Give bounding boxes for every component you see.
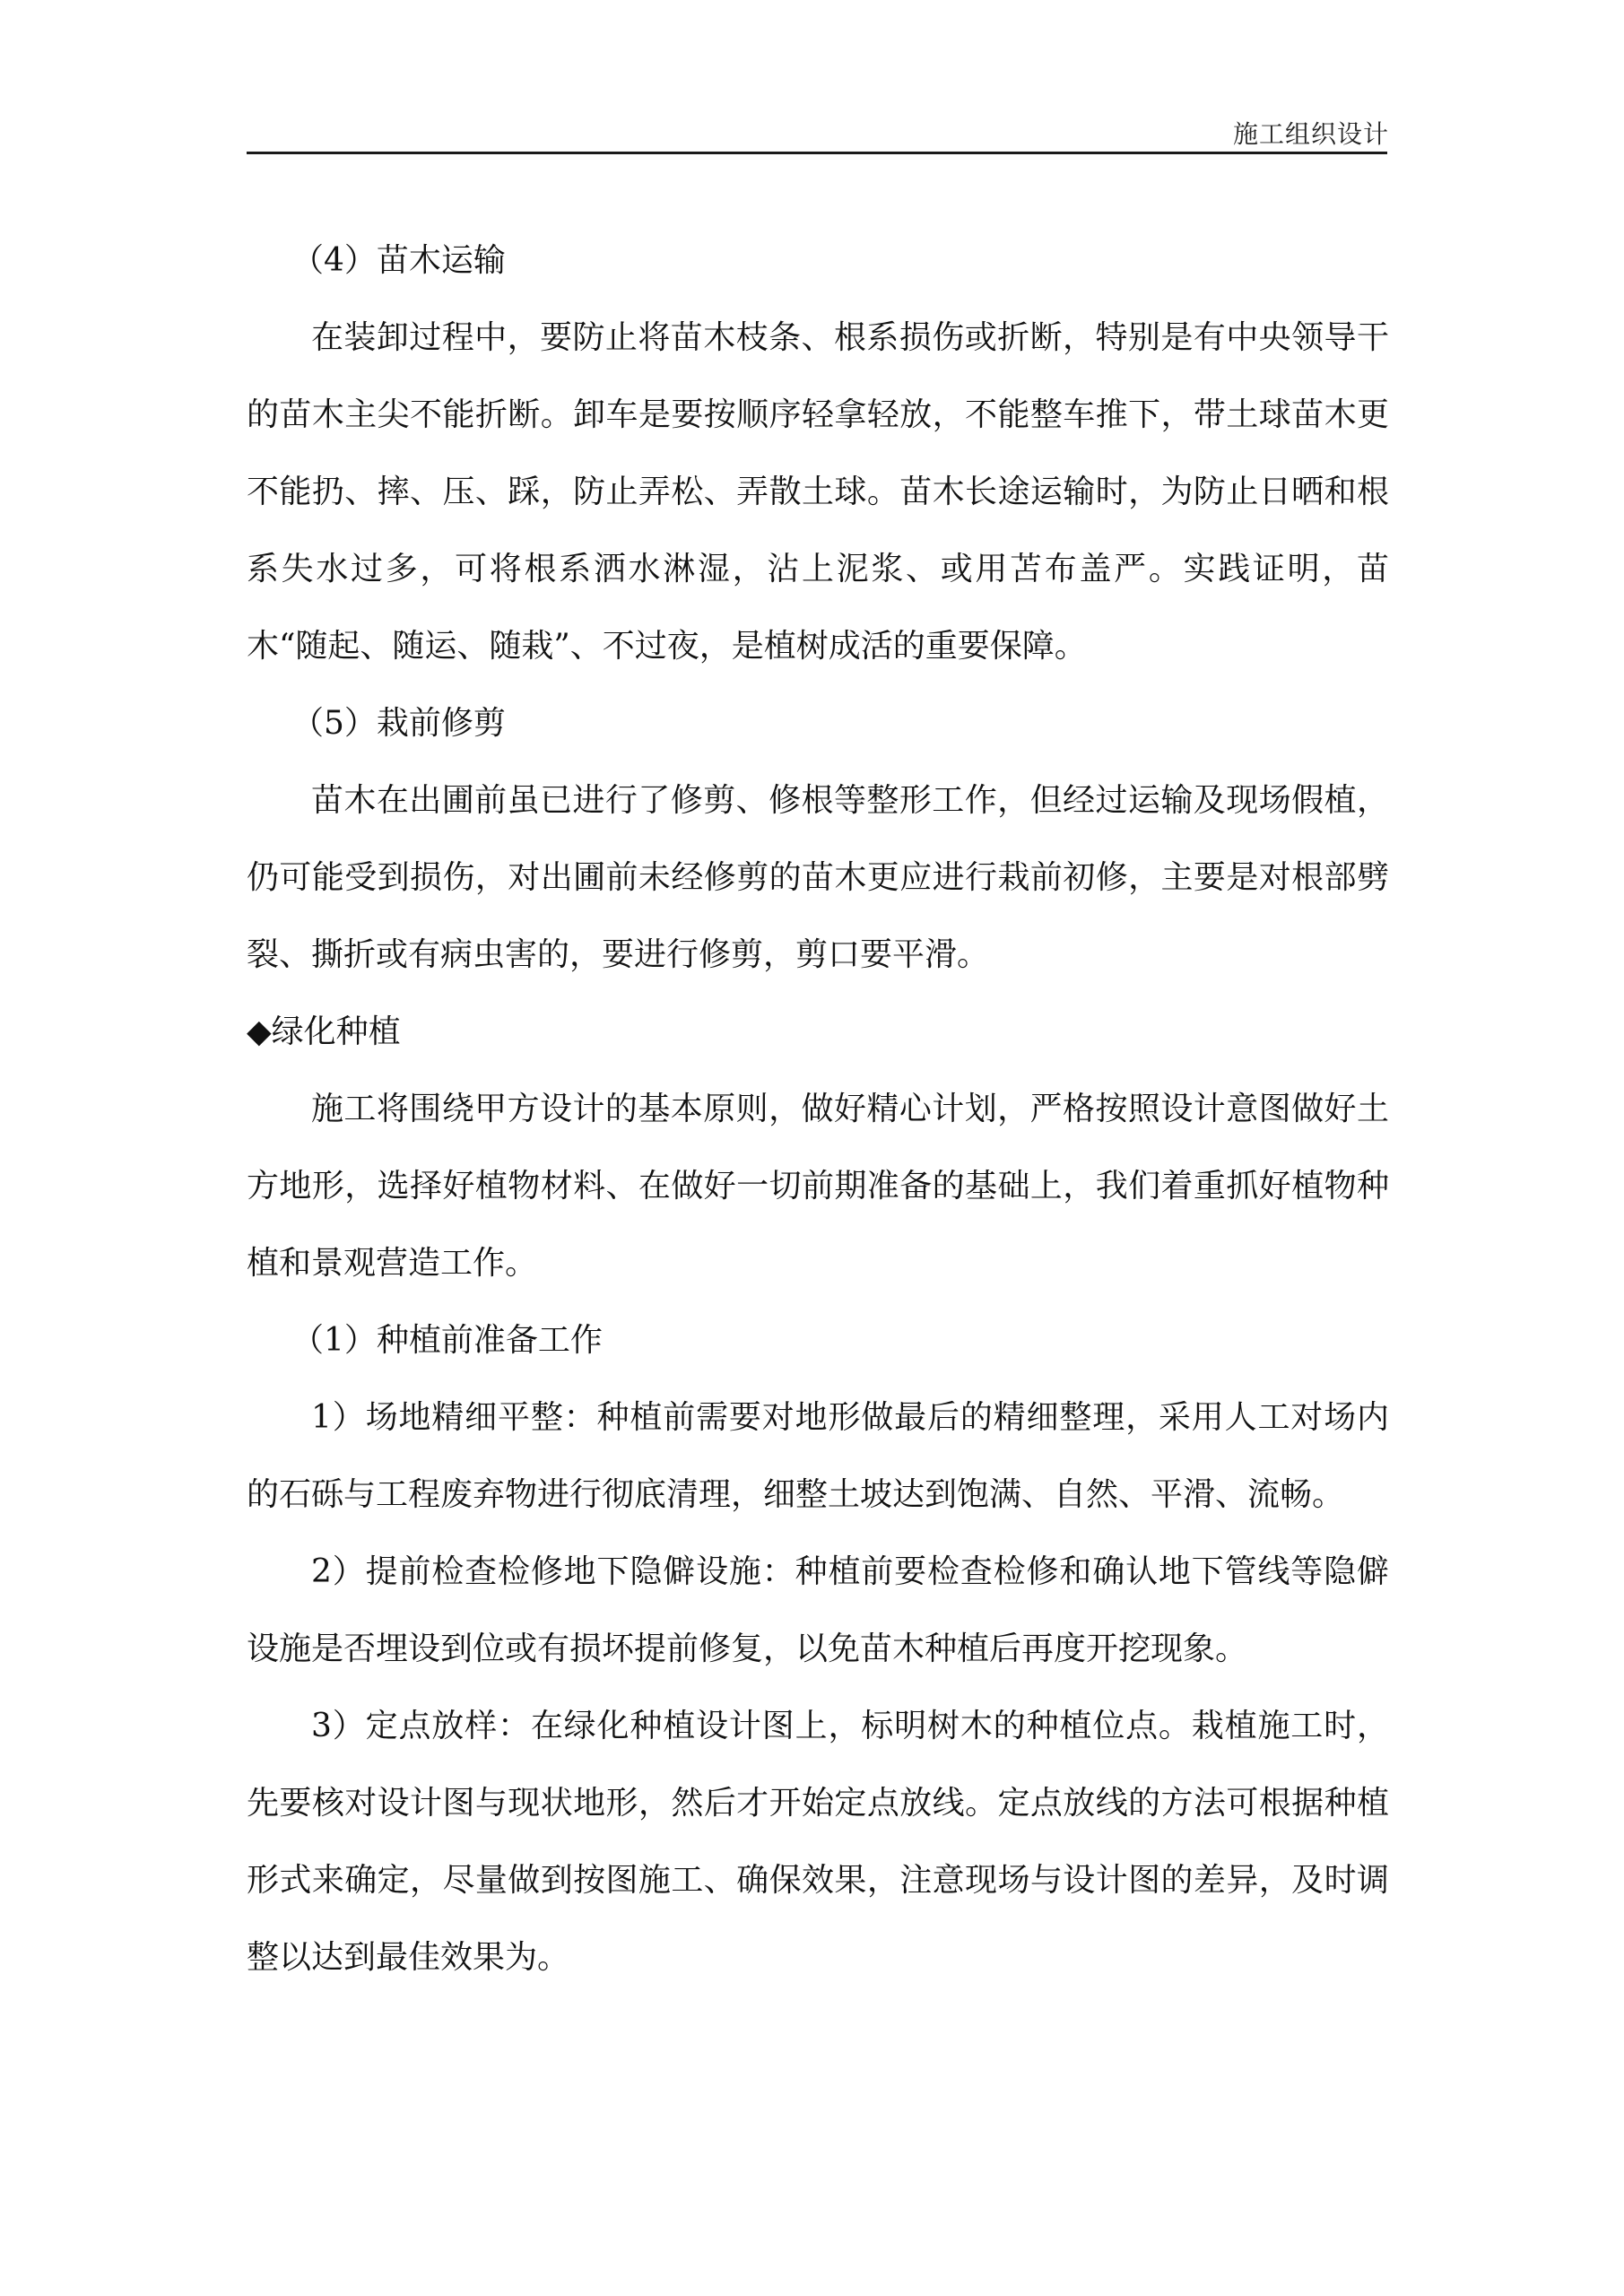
list-item-staking-out: 3）定点放样：在绿化种植设计图上，标明树木的种植位点。栽植施工时，先要核对设计图与现状地形，然后才开始定点放线。定点放线的方法可根据种植形式来确定，尽量做到按图施工、确保效果，注意现场与设计图的差异，及时调整以达到最佳效果为。: [247, 1708, 1389, 1976]
page-header-title: 施工组织设计: [1232, 119, 1389, 149]
paragraph-greening-planting: 施工将围绕甲方设计的基本原则，做好精心计划，严格按照设计意图做好土方地形，选择好植物材料、在做好一切前期准备的基础上，我们着重抓好植物种植和景观营造工作。: [247, 1091, 1389, 1282]
document-body: [247, 222, 1389, 1996]
paragraph-seedling-transport: 在装卸过程中，要防止将苗木枝条、根系损伤或折断，特别是有中央领导干的苗木主尖不能折断。卸车是要按顺序轻拿轻放，不能整车推下，带土球苗木更不能扔、摔、压、踩，防止弄松、弄散土球。苗木长途运输时，为防止日晒和根系失水过多，可将根系洒水淋湿，沾上泥浆、或用苫布盖严。实践证明，苗木“随起、随运、随栽”、不过夜，是植树成活的重要保障。: [247, 319, 1389, 665]
list-item-underground-inspection: 2）提前检查检修地下隐僻设施：种植前要检查检修和确认地下管线等隐僻设施是否埋设到位或有损坏提前修复，以免苗木种植后再度开挖现象。: [247, 1553, 1389, 1667]
list-item-site-leveling: 1）场地精细平整：种植前需要对地形做最后的精细整理，采用人工对场内的石砾与工程废弃物进行彻底清理，细整土坡达到饱满、自然、平滑、流畅。: [247, 1399, 1389, 1513]
section-heading-greening-planting: ◆绿化种植: [247, 1013, 401, 1050]
section-heading-preparation-work: （1）种植前准备工作: [291, 1322, 603, 1359]
paragraph-pre-planting-pruning: 苗木在出圃前虽已进行了修剪、修根等整形工作，但经过运输及现场假植，仍可能受到损伤，对出圃前未经修剪的苗木更应进行栽前初修，主要是对根部劈裂、撕折或有病虫害的，要进行修剪，剪口要平滑。: [247, 782, 1389, 973]
section-heading-pre-planting-pruning: （5）栽前修剪: [291, 705, 506, 742]
header-divider: [247, 152, 1387, 154]
section-heading-seedling-transport: （4）苗木运输: [291, 242, 506, 279]
